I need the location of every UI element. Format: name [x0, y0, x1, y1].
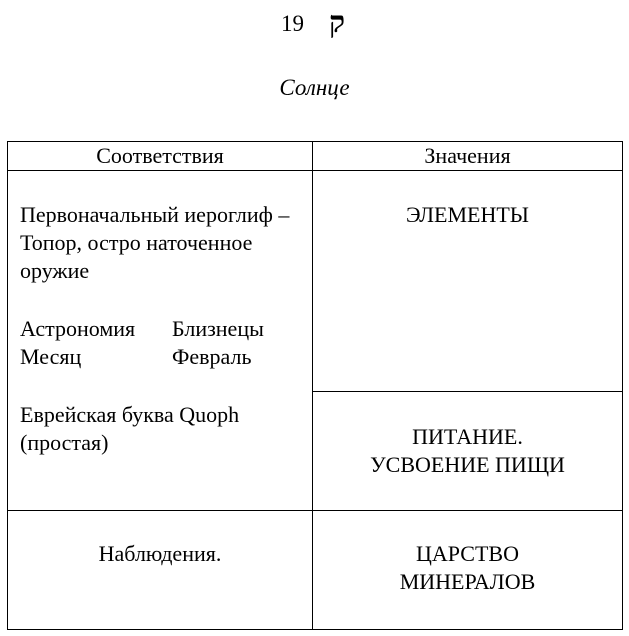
observations-text: Наблюдения.: [98, 541, 222, 566]
nutrition-cell: [313, 392, 623, 511]
hebrew-letter: ק: [329, 6, 346, 39]
month-row: [20, 343, 300, 371]
correspondence-table: [7, 141, 623, 630]
month-value: Февраль: [172, 344, 252, 369]
astronomy-value: Близнецы: [172, 316, 264, 341]
letter-line-2: (простая): [20, 430, 109, 455]
letter-line-1: Еврейская буква Quoph: [20, 402, 240, 427]
nutrition-line-1: ПИТАНИЕ.: [412, 424, 523, 449]
month-label: Месяц: [20, 344, 82, 369]
table-row: [8, 511, 623, 630]
page-title: Солнце: [279, 75, 350, 100]
astronomy-label: Астрономия: [20, 316, 136, 341]
kingdom-cell: [313, 511, 623, 630]
astronomy-row: [20, 315, 300, 343]
header-correspondences: Соответствия: [8, 142, 313, 171]
kingdom-line-1: ЦАРСТВО: [416, 541, 519, 566]
kingdom-line-2: МИНЕРАЛОВ: [399, 569, 536, 594]
nutrition-line-2: УСВОЕНИЕ ПИЩИ: [370, 452, 565, 477]
elements-text: ЭЛЕМЕНТЫ: [405, 202, 529, 227]
header-meanings: Значения: [313, 142, 623, 171]
table-row: [8, 171, 623, 392]
correspondences-cell: [8, 171, 313, 511]
page-number: 19: [281, 11, 304, 36]
hieroglyph-text: Первоначальный иероглиф – Топор, остро наточенное оружие: [20, 202, 290, 283]
table-header-row: [8, 142, 623, 171]
elements-cell: [313, 171, 623, 392]
observations-cell: [8, 511, 313, 630]
